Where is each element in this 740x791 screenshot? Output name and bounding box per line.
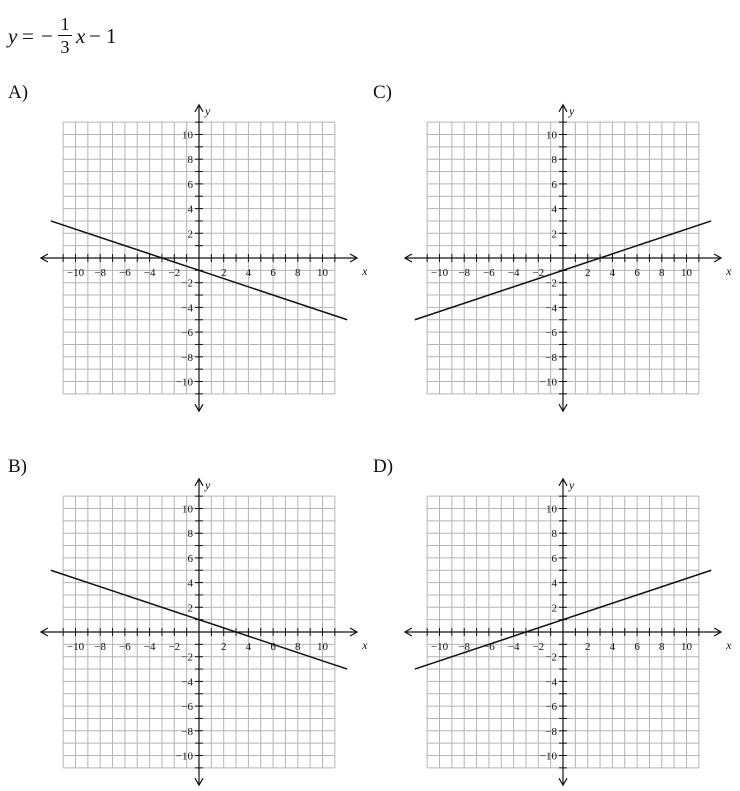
x-tick-label: −2: [168, 267, 181, 279]
x-axis-label: x: [362, 264, 368, 278]
x-tick-label: 10: [681, 267, 692, 279]
graph-b: [41, 478, 368, 785]
x-tick-label: −6: [483, 267, 495, 279]
eq-operator: −: [89, 24, 101, 48]
y-tick-label: −10: [539, 376, 557, 389]
x-tick-label: 4: [609, 641, 616, 653]
x-tick-label: −8: [458, 267, 471, 279]
y-tick-label: 10: [546, 503, 557, 516]
x-tick-label: 2: [584, 641, 591, 653]
y-tick-label: −4: [181, 302, 193, 315]
y-tick-label: −2: [181, 277, 193, 290]
x-tick-label: −10: [430, 267, 449, 279]
y-tick-label: 4: [551, 203, 557, 216]
eq-minus: −: [41, 24, 53, 48]
y-tick-label: 2: [551, 228, 557, 241]
y-tick-label: 4: [551, 577, 557, 590]
x-tick-label: −10: [66, 267, 85, 279]
y-tick-label: 2: [187, 602, 193, 615]
option-label-d[interactable]: D): [373, 456, 394, 477]
x-tick-label: 6: [270, 641, 276, 653]
y-tick-label: −8: [181, 725, 193, 738]
y-axis-label: y: [205, 477, 211, 492]
x-axis-label: x: [362, 638, 368, 652]
graph-d: [405, 478, 732, 785]
y-tick-label: 4: [187, 577, 193, 590]
eq-numerator: 1: [60, 14, 70, 34]
x-tick-label: 4: [245, 267, 252, 279]
x-tick-label: 4: [609, 267, 616, 279]
x-tick-label: −10: [430, 641, 449, 653]
x-tick-label: 2: [220, 267, 227, 279]
option-label-a[interactable]: A): [8, 82, 29, 103]
x-tick-label: 6: [634, 267, 640, 279]
x-axis-label: x: [726, 638, 732, 652]
x-tick-label: 6: [634, 641, 640, 653]
y-tick-label: 2: [187, 228, 193, 241]
y-tick-label: 2: [551, 602, 557, 615]
x-tick-label: −4: [143, 641, 156, 653]
y-tick-label: −2: [545, 651, 557, 664]
x-tick-label: 10: [681, 641, 692, 653]
x-tick-label: 6: [270, 267, 276, 279]
y-tick-label: 4: [187, 203, 193, 216]
eq-variable: x: [76, 24, 86, 48]
y-tick-label: 8: [551, 528, 557, 541]
x-tick-label: −4: [143, 267, 156, 279]
x-tick-label: 2: [584, 267, 591, 279]
y-tick-label: 6: [187, 552, 193, 565]
x-tick-label: −6: [119, 641, 131, 653]
option-label-c[interactable]: C): [373, 82, 392, 103]
y-tick-label: −6: [545, 701, 557, 714]
x-tick-label: 10: [317, 267, 328, 279]
x-tick-label: 10: [317, 641, 328, 653]
eq-constant: 1: [106, 24, 117, 48]
graph-c: [405, 104, 732, 411]
y-tick-label: −6: [181, 327, 193, 340]
y-tick-label: −8: [545, 351, 557, 364]
x-tick-label: −6: [483, 641, 495, 653]
y-tick-label: 10: [182, 129, 193, 142]
graph-a: [41, 104, 368, 411]
x-tick-label: 8: [295, 267, 301, 279]
y-tick-label: 8: [551, 154, 557, 167]
y-tick-label: −2: [545, 277, 557, 290]
y-tick-label: −8: [181, 351, 193, 364]
x-tick-label: 4: [245, 641, 252, 653]
x-tick-label: 8: [659, 641, 665, 653]
y-tick-label: −4: [181, 676, 193, 689]
x-tick-label: −2: [168, 641, 181, 653]
option-label-b[interactable]: B): [8, 456, 27, 477]
y-tick-label: −6: [181, 701, 193, 714]
y-axis-label: y: [569, 477, 575, 492]
y-tick-label: −4: [545, 676, 557, 689]
x-tick-label: −2: [532, 641, 545, 653]
y-tick-label: −10: [175, 750, 193, 763]
y-tick-label: 6: [187, 178, 193, 191]
x-tick-label: −4: [507, 267, 520, 279]
y-axis-label: y: [569, 103, 575, 118]
y-tick-label: 6: [551, 178, 557, 191]
x-axis-label: x: [726, 264, 732, 278]
y-tick-label: −8: [545, 725, 557, 738]
x-tick-label: −8: [94, 267, 107, 279]
y-tick-label: −2: [181, 651, 193, 664]
y-tick-label: −10: [539, 750, 557, 763]
y-tick-label: 8: [187, 528, 193, 541]
y-tick-label: −6: [545, 327, 557, 340]
y-tick-label: −10: [175, 376, 193, 389]
x-tick-label: −8: [94, 641, 107, 653]
y-tick-label: 10: [182, 503, 193, 516]
y-axis-label: y: [205, 103, 211, 118]
y-tick-label: −4: [545, 302, 557, 315]
eq-equals: =: [22, 24, 34, 48]
y-tick-label: 10: [546, 129, 557, 142]
y-tick-label: 6: [551, 552, 557, 565]
y-tick-label: 8: [187, 154, 193, 167]
x-tick-label: −4: [507, 641, 520, 653]
x-tick-label: −10: [66, 641, 85, 653]
x-tick-label: −6: [119, 267, 131, 279]
eq-lhs: y: [8, 24, 18, 48]
x-tick-label: 8: [659, 267, 665, 279]
x-tick-label: −2: [532, 267, 545, 279]
eq-denominator: 3: [60, 37, 70, 57]
x-tick-label: 8: [295, 641, 301, 653]
x-tick-label: −8: [458, 641, 471, 653]
x-tick-label: 2: [220, 641, 227, 653]
